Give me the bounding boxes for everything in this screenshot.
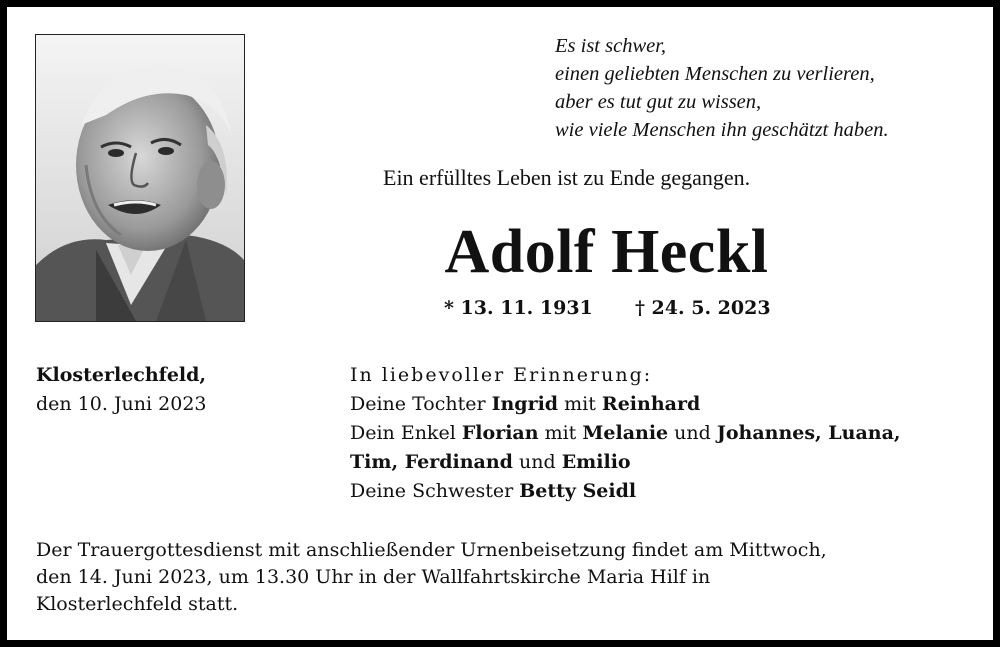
intro-text: Ein erfülltes Leben ist zu Ende gegangen.: [383, 165, 751, 190]
family-text: mit: [538, 422, 583, 444]
family-member: Johannes, Luana,: [716, 422, 901, 444]
family-line: [350, 448, 901, 477]
service-info: [36, 537, 827, 618]
family-text: und: [512, 451, 562, 473]
death-date: † 24. 5. 2023: [635, 297, 771, 319]
service-line: Der Trauergottesdienst mit anschließender Urnenbeisetzung findet am Mittwoch,: [36, 539, 827, 561]
deceased-name: Adolf Heckl: [444, 218, 769, 286]
service-line: Klosterlechfeld statt.: [36, 593, 239, 615]
family-text: und: [668, 422, 717, 444]
service-line: den 14. Juni 2023, um 13.30 Uhr in der Wallfahrtskirche Maria Hilf in: [36, 566, 711, 588]
family-member: Emilio: [561, 451, 631, 473]
family-member: Betty Seidl: [519, 480, 637, 502]
poem: [555, 32, 975, 144]
family-member: Melanie: [582, 422, 669, 444]
birth-date: * 13. 11. 1931: [444, 297, 593, 319]
place-city: Klosterlechfeld,: [36, 364, 207, 386]
family-text: Deine Schwester: [350, 480, 520, 502]
family-text: mit: [558, 393, 602, 415]
family-line: [350, 419, 901, 448]
poem-line: einen geliebten Menschen zu verlieren,: [555, 63, 875, 85]
poem-line: aber es tut gut zu wissen,: [555, 91, 762, 113]
family-text: Dein Enkel: [350, 422, 462, 444]
family-member: Tim, Ferdinand: [350, 451, 513, 473]
obituary-card: [7, 7, 993, 640]
family-list: [350, 361, 901, 506]
family-line: [350, 390, 901, 419]
family-member: Reinhard: [601, 393, 701, 415]
family-member: Ingrid: [491, 393, 559, 415]
poem-line: Es ist schwer,: [555, 35, 667, 57]
family-member: Florian: [461, 422, 539, 444]
place-and-date: [36, 361, 207, 419]
family-heading: In liebevoller Erinnerung:: [350, 364, 653, 386]
family-line: [350, 477, 901, 506]
poem-line: wie viele Menschen ihn geschätzt haben.: [555, 119, 889, 141]
family-text: Deine Tochter: [350, 393, 492, 415]
place-date: den 10. Juni 2023: [36, 393, 207, 415]
